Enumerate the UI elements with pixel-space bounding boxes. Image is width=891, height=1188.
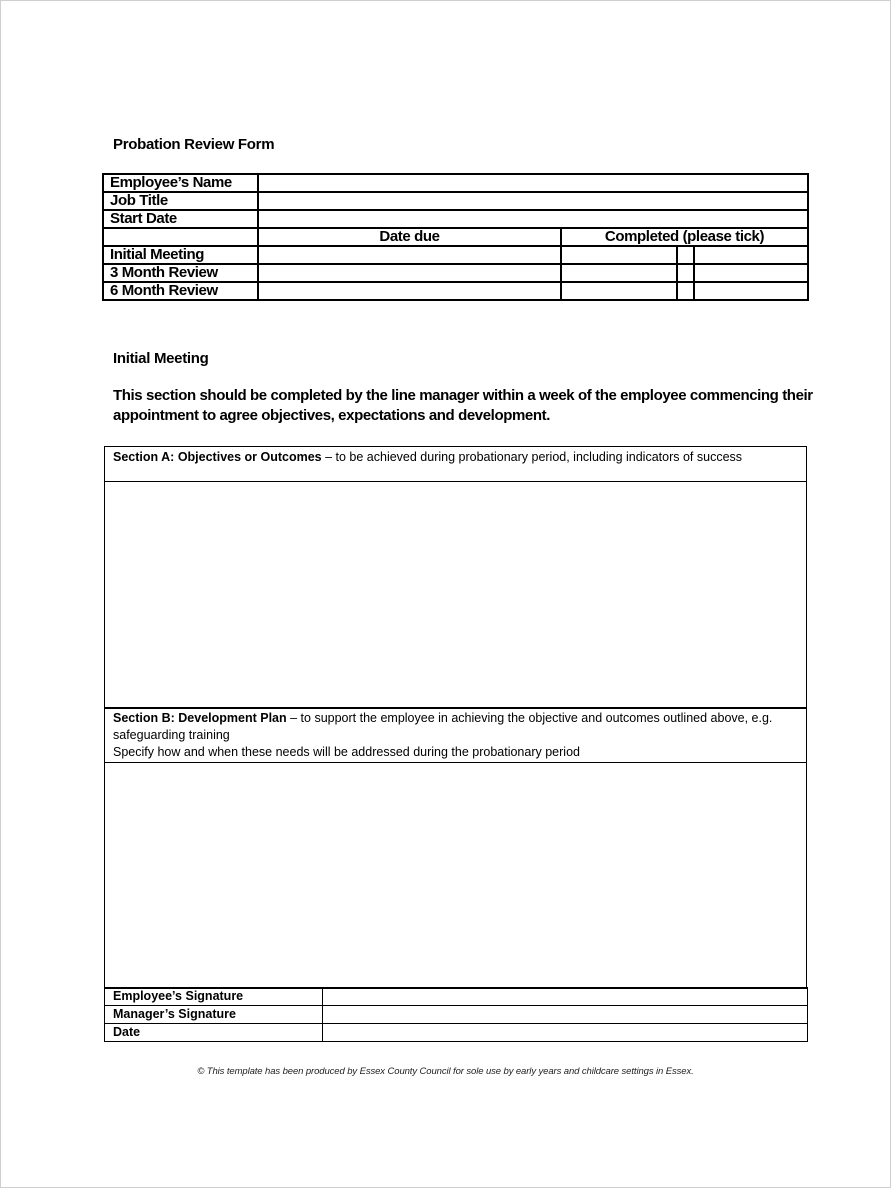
employee-name-label: Employee’s Name [103,174,258,192]
six-month-review-date-field[interactable] [258,282,561,300]
table-row [103,210,808,228]
manager-signature-field[interactable] [323,1006,808,1024]
section-b-input-area[interactable] [105,763,806,987]
section-b-instruction: Specify how and when these needs will be addressed during the probationary period [113,745,580,759]
initial-meeting-label: Initial Meeting [103,246,258,264]
section-b-description: – to support the employee in achieving the objective and outcomes outlined above, e.g. safeguarding training [113,711,773,742]
start-date-label: Start Date [103,210,258,228]
three-month-review-tick-box[interactable] [676,265,695,281]
section-b-box [104,707,807,989]
table-row [103,264,808,282]
six-month-review-tick-box[interactable] [676,283,695,299]
details-table [102,173,809,301]
employee-signature-field[interactable] [323,988,808,1006]
six-month-review-completed-cell [561,282,808,300]
initial-meeting-heading: Initial Meeting [113,350,209,367]
section-a-input-area[interactable] [105,482,806,706]
manager-signature-label: Manager’s Signature [105,1006,323,1024]
three-month-review-label: 3 Month Review [103,264,258,282]
table-row [103,246,808,264]
table-row [103,228,808,246]
section-a-title: Section A: Objectives or Outcomes [113,450,322,464]
section-b-title: Section B: Development Plan [113,711,287,725]
section-a-description: – to be achieved during probationary period, including indicators of success [321,450,743,464]
section-a-header [105,447,806,482]
copyright-footer: © This template has been produced by Essex County Council for sole use by early years and childcare settings in Essex. [197,1066,694,1077]
three-month-review-date-field[interactable] [258,264,561,282]
six-month-review-label: 6 Month Review [103,282,258,300]
table-row [105,988,808,1006]
date-field[interactable] [323,1024,808,1042]
section-a-box [104,446,807,709]
initial-meeting-date-field[interactable] [258,246,561,264]
intro-text: This section should be completed by the line manager within a week of the employee commencing their appointment to agree objectives, expectations and development. [113,387,813,424]
table-row [105,1024,808,1042]
employee-name-field[interactable] [258,174,808,192]
three-month-review-completed-cell [561,264,808,282]
form-title: Probation Review Form [113,136,275,153]
start-date-field[interactable] [258,210,808,228]
initial-meeting-completed-cell [561,246,808,264]
header-empty-cell [103,228,258,246]
table-row [103,192,808,210]
table-row [105,1006,808,1024]
table-row [103,282,808,300]
signature-table [104,987,808,1042]
date-label: Date [105,1024,323,1042]
completed-header: Completed (please tick) [561,228,808,246]
employee-signature-label: Employee’s Signature [105,988,323,1006]
initial-meeting-tick-box[interactable] [676,247,695,263]
section-b-header [105,708,806,763]
table-row [103,174,808,192]
job-title-field[interactable] [258,192,808,210]
date-due-header: Date due [258,228,561,246]
job-title-label: Job Title [103,192,258,210]
